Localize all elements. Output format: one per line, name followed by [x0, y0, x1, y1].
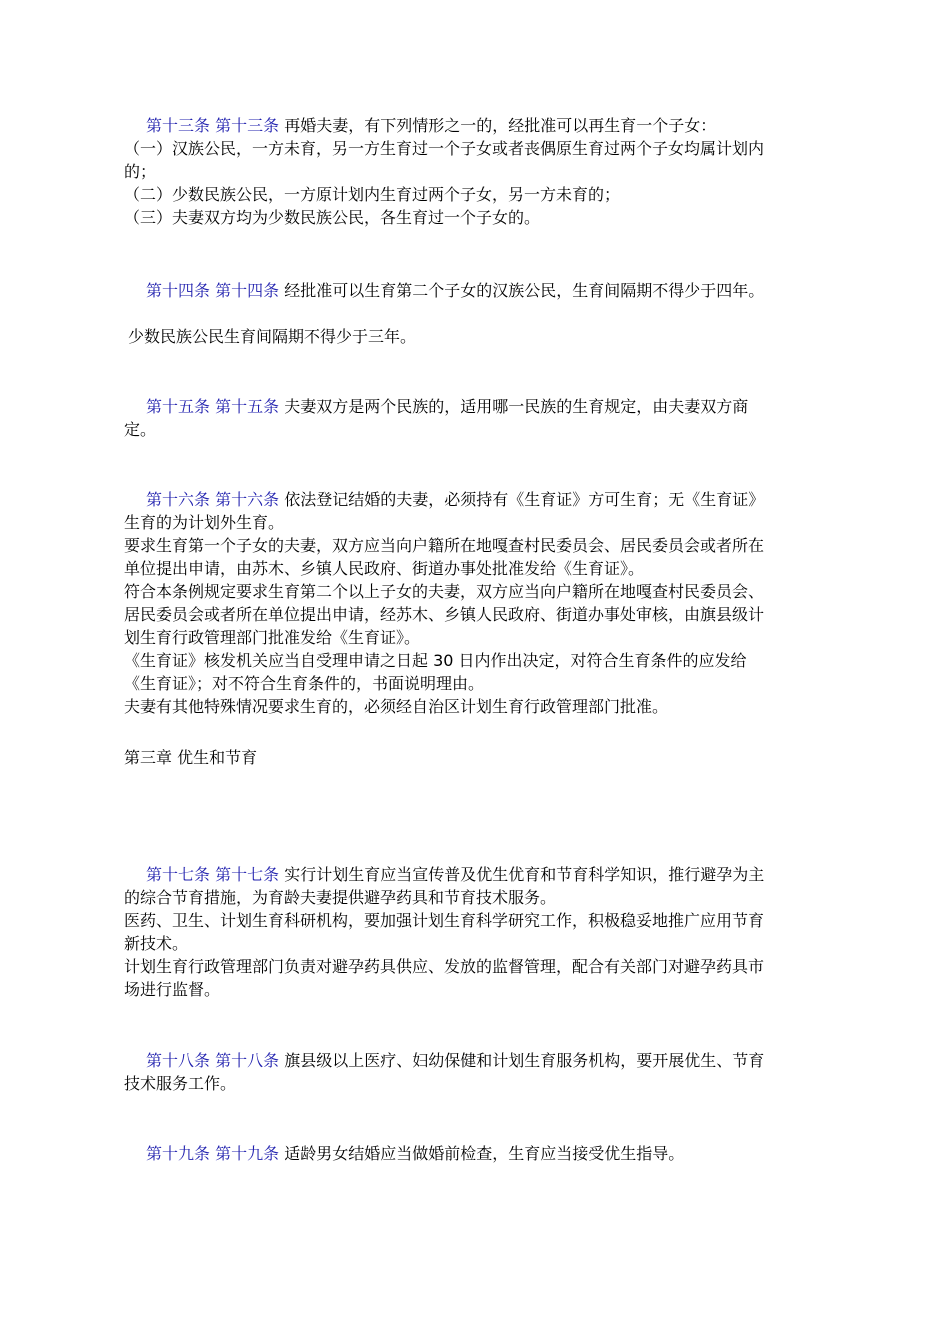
article-15-number: 第十五条 [146, 397, 211, 416]
article-16-line: 夫妻有其他特殊情况要求生育的，必须经自治区计划生育行政管理部门批准。 [124, 697, 669, 716]
article-13-number: 第十三条 [146, 116, 211, 135]
article-17-line: 医药、卫生、计划生育科研机构，要加强计划生育科学研究工作，积极稳妥地推广应用节育 [124, 911, 765, 930]
article-15-line: 定。 [124, 420, 157, 439]
article-15-text: 夫妻双方是两个民族的，适用哪一民族的生育规定，由夫妻双方商 [284, 397, 749, 416]
article-13-line: （二）少数民族公民，一方原计划内生育过两个子女，另一方未育的； [124, 185, 621, 204]
article-17-text: 实行计划生育应当宣传普及优生优育和节育科学知识，推行避孕为主 [284, 865, 765, 884]
article-18-heading-line [124, 1049, 834, 1072]
article-15-number-repeat: 第十五条 [215, 397, 280, 416]
article-15-heading-line [124, 395, 834, 418]
article-13-line: （三）夫妻双方均为少数民族公民，各生育过一个子女的。 [124, 208, 541, 227]
article-14-extra [124, 325, 834, 348]
article-19 [124, 1142, 834, 1165]
article-17-heading-line [124, 863, 834, 886]
article-16-number: 第十六条 [146, 490, 211, 509]
article-13-heading-line [124, 114, 834, 137]
article-14-extra-line: 少数民族公民生育间隔期不得少于三年。 [128, 327, 417, 346]
article-16-line: 单位提出申请，由苏木、乡镇人民政府、街道办事处批准发给《生育证》。 [124, 559, 645, 578]
article-14-text: 经批准可以生育第二个子女的汉族公民，生育间隔期不得少于四年。 [284, 281, 765, 300]
article-16-number-repeat: 第十六条 [215, 490, 280, 509]
article-16-line: 《生育证》核发机关应当自受理申请之日起 30 日内作出决定，对符合生育条件的应发给 [124, 651, 747, 670]
article-18 [124, 1049, 834, 1095]
article-14 [124, 279, 834, 302]
chapter-3-heading [124, 746, 834, 769]
article-19-heading-line [124, 1142, 834, 1165]
article-17 [124, 863, 834, 1001]
article-16-line: 符合本条例规定要求生育第二个以上子女的夫妻，双方应当向户籍所在地嘎查村民委员会、 [124, 582, 765, 601]
article-15 [124, 395, 834, 441]
article-18-number-repeat: 第十八条 [215, 1051, 280, 1070]
article-19-number-repeat: 第十九条 [215, 1144, 280, 1163]
article-13 [124, 114, 834, 229]
article-16 [124, 488, 834, 718]
article-13-text: 再婚夫妻，有下列情形之一的，经批准可以再生育一个子女： [284, 116, 717, 135]
article-16-text: 依法登记结婚的夫妻，必须持有《生育证》方可生育；无《生育证》 [284, 490, 765, 509]
article-17-line: 新技术。 [124, 934, 189, 953]
article-17-number-repeat: 第十七条 [215, 865, 280, 884]
article-18-text: 旗县级以上医疗、妇幼保健和计划生育服务机构，要开展优生、节育 [284, 1051, 765, 1070]
article-16-heading-line [124, 488, 834, 511]
article-13-line: 的； [124, 162, 157, 181]
chapter-3-title: 第三章 优生和节育 [124, 748, 258, 767]
article-19-number: 第十九条 [146, 1144, 211, 1163]
article-16-line: 《生育证》；对不符合生育条件的，书面说明理由。 [124, 674, 485, 693]
article-18-number: 第十八条 [146, 1051, 211, 1070]
article-14-heading-line [124, 279, 834, 302]
article-14-number: 第十四条 [146, 281, 211, 300]
article-16-line: 生育的为计划外生育。 [124, 513, 285, 532]
article-13-line: （一）汉族公民，一方未育，另一方生育过一个子女或者丧偶原生育过两个子女均属计划内 [124, 139, 765, 158]
article-13-number-repeat: 第十三条 [215, 116, 280, 135]
article-14-number-repeat: 第十四条 [215, 281, 280, 300]
article-16-line: 要求生育第一个子女的夫妻，双方应当向户籍所在地嘎查村民委员会、居民委员会或者所在 [124, 536, 765, 555]
article-19-text: 适龄男女结婚应当做婚前检查，生育应当接受优生指导。 [284, 1144, 685, 1163]
article-16-line: 划生育行政管理部门批准发给《生育证》。 [124, 628, 421, 647]
article-17-line: 的综合节育措施，为育龄夫妻提供避孕药具和节育技术服务。 [124, 888, 557, 907]
article-17-line: 计划生育行政管理部门负责对避孕药具供应、发放的监督管理，配合有关部门对避孕药具市 [124, 957, 765, 976]
article-17-line: 场进行监督。 [124, 980, 221, 999]
article-16-line: 居民委员会或者所在单位提出申请，经苏木、乡镇人民政府、街道办事处审核，由旗县级计 [124, 605, 765, 624]
article-17-number: 第十七条 [146, 865, 211, 884]
article-18-line: 技术服务工作。 [124, 1074, 237, 1093]
